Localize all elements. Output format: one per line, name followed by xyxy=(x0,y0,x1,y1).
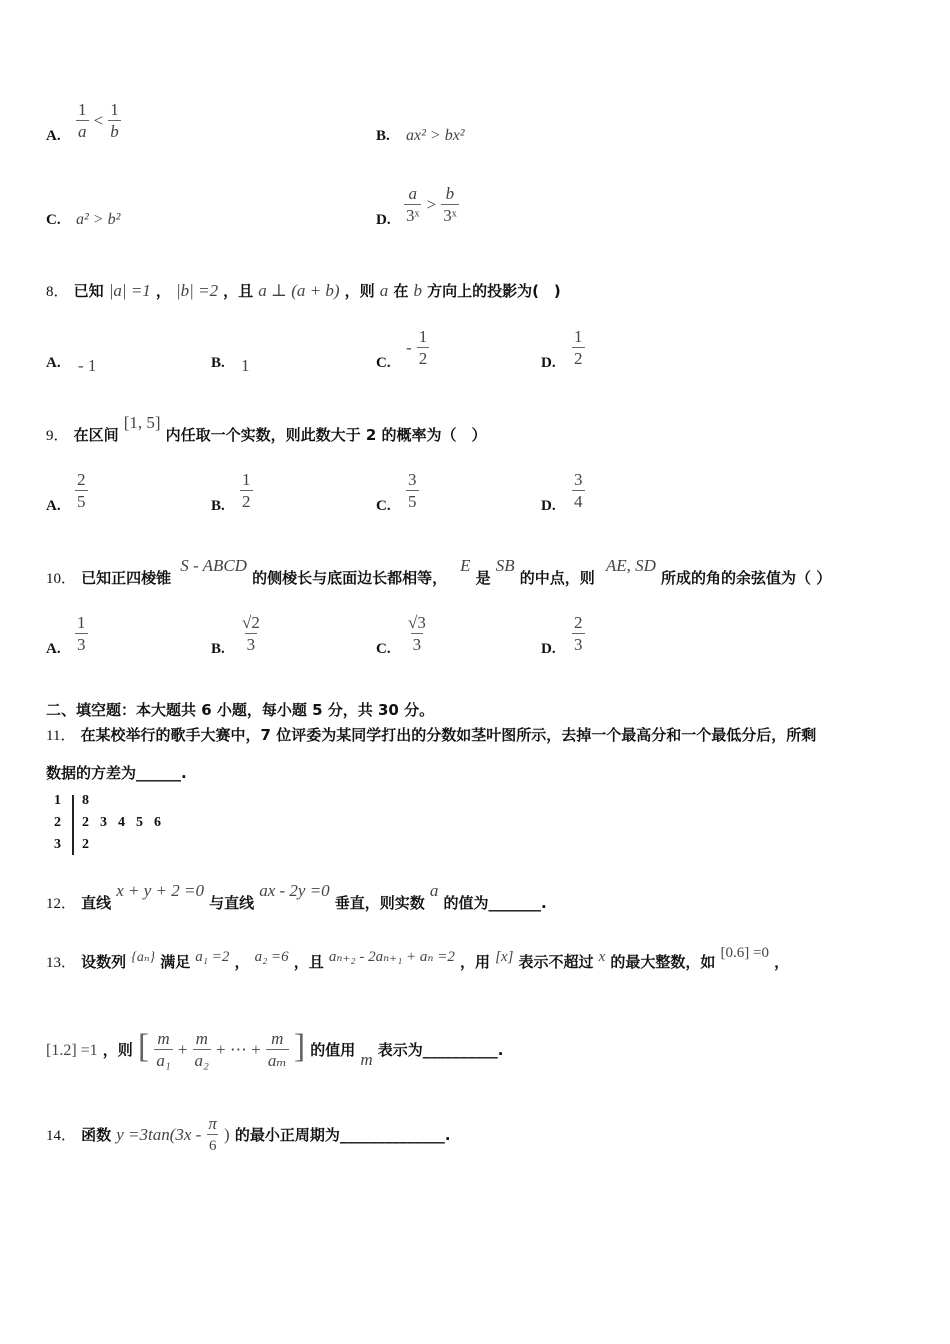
q8-text-2: ， xyxy=(155,282,171,300)
leaf-row-3: 2 xyxy=(82,837,89,852)
q8-option-b-value: 1 xyxy=(241,356,250,375)
q13-text-4: ，且 xyxy=(293,953,324,971)
q14-text-2: 的最小正周期为______________. xyxy=(234,1126,451,1144)
q10-option-a-expr xyxy=(75,613,88,656)
q13-math-3: a₂ =6 xyxy=(254,949,289,965)
q8-math-3: a ⊥ (a + b) xyxy=(258,281,340,300)
q7-d-den2: 3ˣ xyxy=(443,206,457,225)
q9-text-2: 内任取一个实数，则此数大于 2 的概率为（ ） xyxy=(165,426,487,444)
q8-option-c-label[interactable]: C. xyxy=(376,355,391,371)
q13-math-9: m xyxy=(360,1050,373,1069)
q14-number: 14． xyxy=(46,1128,77,1144)
q9-option-a-label[interactable]: A. xyxy=(46,498,61,514)
q13-text-6: 表示不超过 xyxy=(518,953,594,971)
q9-b-den: 2 xyxy=(242,492,251,511)
q10-option-d-label[interactable]: D. xyxy=(541,641,556,657)
q7-d-rel: > xyxy=(426,195,437,214)
q7-d-num2: b xyxy=(445,184,455,203)
q14-math-1: y =3tan(3x - xyxy=(116,1125,202,1144)
q9-number: 9． xyxy=(46,428,69,444)
q8-text-6: 方向上的投影为( ) xyxy=(427,282,561,300)
q13-text-2: 满足 xyxy=(160,953,191,971)
q9-d-den: 4 xyxy=(574,492,583,511)
q7-a-num1: 1 xyxy=(78,100,87,119)
q9-option-b-expr xyxy=(240,470,253,513)
q13-frac1-den: a₁ xyxy=(156,1051,171,1070)
leaf-row-1: 8 xyxy=(82,793,89,808)
q9-option-d-expr xyxy=(572,470,585,513)
q13-text-8: ， xyxy=(774,953,790,971)
q8-option-a-value: - 1 xyxy=(78,356,97,375)
q9-option-a-expr xyxy=(75,470,88,513)
q12-text-4: 的值为_______. xyxy=(443,894,547,912)
section2-heading: 二、填空题：本大题共 6 小题，每小题 5 分，共 30 分。 xyxy=(46,701,435,719)
q13-text-11: 表示为__________. xyxy=(377,1041,504,1059)
q10-a-den: 3 xyxy=(77,635,86,654)
q10-option-c-label[interactable]: C. xyxy=(376,641,391,657)
leaf-row-2: 2 3 4 5 6 xyxy=(82,815,161,830)
q7-a-num2: 1 xyxy=(110,100,119,119)
stem-row-3: 3 xyxy=(54,837,61,852)
q7-d-num1: a xyxy=(408,184,417,203)
q8-c-num: 1 xyxy=(418,327,428,346)
q13-text-5: ，用 xyxy=(459,953,490,971)
q13-stem-line2 xyxy=(46,1026,503,1072)
q14-frac-num: π xyxy=(208,1114,217,1133)
q10-option-a-label[interactable]: A. xyxy=(46,641,61,657)
q7-d-den1: 3ˣ xyxy=(406,206,420,225)
q13-math-6: x xyxy=(598,949,606,965)
q11-number: 11． xyxy=(46,728,76,744)
q10-option-d-expr xyxy=(572,613,585,656)
q8-math-2: |b| =2 xyxy=(176,281,219,300)
q12-stem xyxy=(46,881,547,913)
q8-math-1: |a| =1 xyxy=(108,281,151,300)
q9-math-1: [1, 5] xyxy=(123,413,161,432)
q10-math-1: S - ABCD xyxy=(180,556,247,575)
q8-text-1: 已知 xyxy=(73,282,104,300)
q12-text-1: 直线 xyxy=(81,894,112,912)
q14-math-2: ) xyxy=(224,1125,230,1144)
q8-option-b-label[interactable]: B. xyxy=(211,355,225,371)
q10-text-3: 是 xyxy=(475,569,491,587)
q13-math-5: [x] xyxy=(495,949,514,965)
q11-stem-line2: 数据的方差为______. xyxy=(46,764,187,782)
q12-text-2: 与直线 xyxy=(209,894,255,912)
q8-c-sign: - xyxy=(406,338,412,357)
q13-frac3-num: m xyxy=(271,1029,284,1048)
q10-option-b-expr xyxy=(240,613,262,656)
q10-number: 10． xyxy=(46,571,77,587)
q10-text-4: 的中点，则 xyxy=(519,569,595,587)
q13-frac3-den: aₘ xyxy=(267,1051,287,1070)
q10-math-2: E xyxy=(460,556,471,575)
q13-text-10: 的值用 xyxy=(310,1041,356,1059)
q8-math-5: b xyxy=(413,281,422,300)
q7-option-b-label[interactable]: B. xyxy=(376,128,390,144)
q7-option-c-expr: a² > b² xyxy=(76,211,121,228)
q13-math-7: [0.6] =0 xyxy=(720,945,769,961)
q7-a-rel: < xyxy=(93,111,104,130)
q13-text-1: 设数列 xyxy=(81,953,127,971)
q9-option-b-label[interactable]: B. xyxy=(211,498,225,514)
q8-option-a-label[interactable]: A. xyxy=(46,355,61,371)
stem-row-2: 2 xyxy=(54,815,61,830)
q10-option-c-expr xyxy=(406,613,428,656)
q12-math-3: a xyxy=(429,881,439,900)
q14-text-1: 函数 xyxy=(81,1126,112,1144)
q10-b-den: 3 xyxy=(246,635,256,654)
q13-dots: + ⋯ + xyxy=(216,1040,261,1059)
stem-leaf-divider xyxy=(72,795,74,855)
q8-option-d-label[interactable]: D. xyxy=(541,355,556,371)
stem-leaf-plot xyxy=(52,793,192,859)
q10-d-den: 3 xyxy=(574,635,583,654)
q9-option-d-label[interactable]: D. xyxy=(541,498,556,514)
q10-option-b-label[interactable]: B. xyxy=(211,641,225,657)
q7-option-c-label[interactable]: C. xyxy=(46,212,61,228)
q8-c-den: 2 xyxy=(418,349,428,368)
q13-frac2-den: a₂ xyxy=(194,1051,209,1070)
q9-a-num: 2 xyxy=(77,470,86,489)
q9-text-1: 在区间 xyxy=(73,426,119,444)
q13-math-1: {aₙ} xyxy=(131,950,156,965)
q13-plus-1: + xyxy=(177,1040,188,1059)
q14-frac-den: 6 xyxy=(207,1134,219,1157)
q9-d-num: 3 xyxy=(574,470,583,489)
q10-a-num: 1 xyxy=(77,613,86,632)
q8-option-c-expr xyxy=(406,327,429,370)
q13-text-3: ， xyxy=(234,953,250,971)
q9-option-c-expr xyxy=(406,470,419,513)
q13-text-7: 的最大整数，如 xyxy=(610,953,716,971)
q12-math-1: x + y + 2 =0 xyxy=(116,881,204,900)
q8-text-5: 在 xyxy=(393,282,409,300)
q8-stem xyxy=(46,280,561,301)
q11-text-1: 在某校举行的歌手大赛中，7 位评委为某同学打出的分数如茎叶图所示，去掉一个最高分和一个最低分后，所剩 xyxy=(80,726,817,744)
q13-math-4: aₙ₊₂ - 2aₙ₊₁ + aₙ =2 xyxy=(328,949,455,965)
q13-math-8: [1.2] =1 xyxy=(46,1042,98,1059)
q9-c-den: 5 xyxy=(408,492,417,511)
q8-text-3: ，且 xyxy=(223,282,254,300)
q7-option-d-label[interactable]: D. xyxy=(376,212,391,228)
q10-math-4: AE, SD xyxy=(605,556,656,575)
q10-text-5: 所成的角的余弦值为（ ） xyxy=(661,569,832,587)
q10-stem xyxy=(46,556,832,588)
q7-option-d-expr xyxy=(404,184,459,227)
q9-c-num: 3 xyxy=(408,470,417,489)
q7-option-a-label[interactable]: A. xyxy=(46,128,61,144)
q7-a-den2: b xyxy=(110,122,119,141)
q10-b-num: √2 xyxy=(242,613,260,632)
q8-option-d-expr xyxy=(572,327,585,370)
q8-d-num: 1 xyxy=(574,327,583,346)
q10-math-3: SB xyxy=(495,556,515,575)
q7-option-b-expr: ax² > bx² xyxy=(406,127,465,144)
stem-row-1: 1 xyxy=(54,793,61,808)
q14-stem xyxy=(46,1114,451,1157)
q10-c-num: √3 xyxy=(408,613,426,632)
q12-math-2: ax - 2y =0 xyxy=(259,881,330,900)
q12-number: 12． xyxy=(46,896,77,912)
q8-number: 8． xyxy=(46,284,69,300)
q13-number: 13． xyxy=(46,955,77,971)
q9-option-c-label[interactable]: C. xyxy=(376,498,391,514)
q10-text-2: 的侧棱长与底面边长都相等， xyxy=(252,569,448,587)
q13-math-2: a₁ =2 xyxy=(195,949,230,965)
q10-c-den: 3 xyxy=(412,635,422,654)
q10-text-1: 已知正四棱锥 xyxy=(81,569,172,587)
q13-frac2-num: m xyxy=(195,1029,208,1048)
q13-bracket-left: [ xyxy=(137,1028,150,1065)
q13-stem-line1 xyxy=(46,945,790,972)
q7-option-a-expr xyxy=(76,100,121,143)
q7-a-den1: a xyxy=(78,122,87,141)
q8-math-4: a xyxy=(379,281,389,300)
q8-d-den: 2 xyxy=(574,349,583,368)
q13-frac1-num: m xyxy=(157,1029,170,1048)
q13-bracket-right: ] xyxy=(293,1028,306,1065)
q11-stem-line1 xyxy=(46,724,816,745)
q8-text-4: ，则 xyxy=(344,282,375,300)
q13-text-9: ，则 xyxy=(102,1041,133,1059)
q10-d-num: 2 xyxy=(574,613,583,632)
q9-b-num: 1 xyxy=(242,470,251,489)
q12-text-3: 垂直，则实数 xyxy=(334,894,425,912)
q9-stem xyxy=(46,413,487,445)
q9-a-den: 5 xyxy=(77,492,86,511)
